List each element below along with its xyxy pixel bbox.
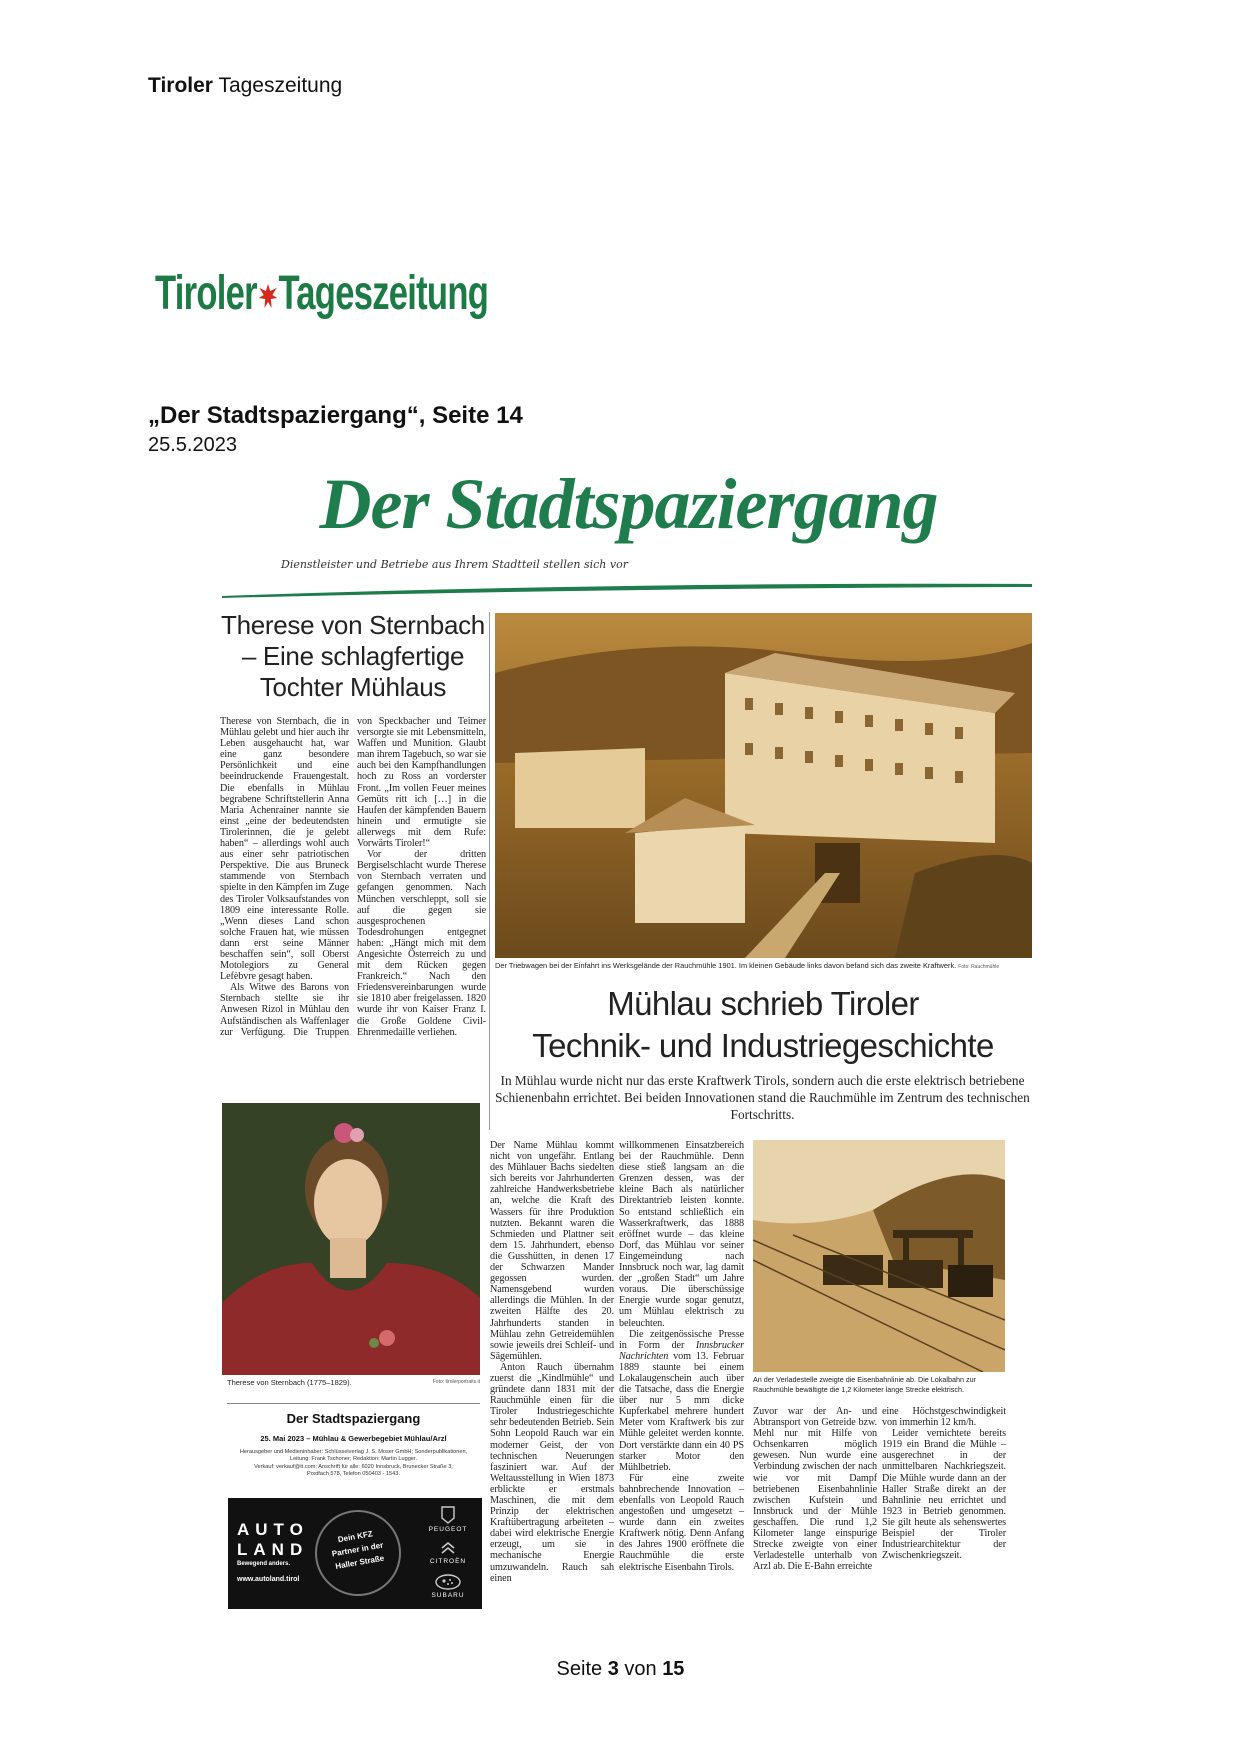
brand-name: PEUGEOT (428, 1526, 468, 1533)
paragraph: Als Witwe des Barons von Sternbach stellte sie ihr Anwesen Rizol in Mühlau den Aufständischen als Waffenlager zur Verfügung. Die Truppen von Speckbacher und Teimer versorgte sie mit Lebensmitteln, Waffen und Munition. Glaubt man ihrem Tagebuch, so war sie auch bei den Kampfhandlungen hoch zu Ross an vorderster Front. „Im vollen Feuer meines Gemüts ritt ich […] in die Haufen der kämpfenden Bauern hinein und ermutigte sie allerwegs mit dem Rufe: Vorwärts Tiroler!“ (220, 716, 486, 1038)
footer-text: von (618, 1658, 663, 1680)
newspaper-name: Innsbrucker Nachrichten (619, 1339, 744, 1362)
headline-line: Technik- und Industriegeschichte (532, 1027, 994, 1064)
paragraph: Für eine zweite bahnbrechende Innovation – ebenfalls von Leopold Rauch angestoßen und umgesetzt – wurde dann ein zweites Kraftwerk nötig. Denn Anfang des Jahres 1900 eröffnete die Rauchmühle die erste elektrische Eisenbahn Tirols. (619, 1472, 744, 1573)
main-article-column-1 (490, 1140, 614, 1584)
main-article-column-3 (753, 1406, 877, 1572)
info-box-divider (227, 1403, 480, 1404)
citroen-brand (418, 1540, 478, 1565)
left-article-body (220, 716, 486, 1038)
main-article-headline (490, 983, 1036, 1067)
logo-line: AUTO (237, 1520, 309, 1539)
current-page: 3 (607, 1658, 619, 1680)
logo-left-word: Tiroler (155, 267, 257, 320)
headline-line: Tochter Mühlaus (259, 672, 447, 702)
document-header (148, 74, 342, 98)
brand-name: SUBARU (431, 1592, 465, 1599)
citroen-chevron-icon (440, 1540, 456, 1556)
paragraph-text: vom 13. Februar 1889 staunte bei einem Lokalaugenschein auch über die Tatsache, dass die Energie über nur 5 mm dicke Kupferkabel mehrere hundert Meter vom Kraftwerk bis zur Mühle geleitet werden konnte. Dort verstärkte dann ein 40 PS starker Motor den Mühlbetrieb. (619, 1350, 744, 1473)
page-title: Der Stadtspaziergang (319, 464, 938, 544)
left-article-headline (216, 610, 490, 703)
autoland-advertisement[interactable] (228, 1498, 482, 1609)
autoland-logo (237, 1520, 309, 1560)
photo-credit: Foto: tirolerportraits.it (432, 1379, 480, 1385)
subaru-stars-icon (435, 1574, 461, 1590)
clipping-title: „Der Stadtspaziergang“, Seite 14 (148, 402, 523, 429)
eagle-icon (257, 281, 279, 311)
logo-line: LAND (237, 1540, 309, 1559)
headline-line: Mühlau schrieb Tiroler (607, 985, 919, 1022)
imprint-line: Postfach 578, Telefon 050403 - 1543. (307, 1471, 400, 1478)
paragraph: Der Name Mühlau kommt nicht von ungefähr. Entlang des Mühlauer Bachs siedelten sich bereits vor Jahrhunderten zahlreiche Handwerksbetriebe an, welche die Kraft des Wassers für ihre Produktion nutzten. Bekannt waren die Schmieden und Plattner seit dem 15. Jahrhundert, ebenso die Gusshütten, in denen 17 der Schwarzen Mander gegossen wurden. Namensgebend wurden allerdings die Mühlen. In der zweiten Hälfte des 20. Jahrhunderts standen in Mühlau zehn Getreidemühlen sowie jeweils drei Schleif- und Sägemühlen. (490, 1140, 614, 1362)
verladestelle-photo (753, 1140, 1005, 1372)
total-pages: 15 (662, 1658, 685, 1680)
partner-line: Haller Straße (334, 1553, 385, 1572)
tagline: Dienstleister und Betriebe aus Ihrem Stadtteil stellen sich vor (281, 558, 628, 571)
imprint-line: Leitung: Frank Tschoner; Redaktion: Martin Lugger. (289, 1456, 418, 1463)
therese-portrait (222, 1103, 480, 1375)
main-article-column-4 (882, 1406, 1006, 1561)
photo-caption (495, 961, 1032, 972)
partner-line: Dein KFZ (337, 1529, 374, 1545)
headline-line: – Eine schlagfertige (241, 641, 465, 671)
subaru-brand (418, 1574, 478, 1599)
rauchmuehle-photo (495, 613, 1032, 958)
caption-text: Der Triebwagen bei der Einfahrt ins Werksgelände der Rauchmühle 1901. Im kleinen Gebäude links davon befand sich das zweite Kraftwerk. (495, 961, 957, 970)
paragraph: Vor der dritten Bergiselschlacht wurde Therese von Sternbach verraten und gefangen genommen. Nach München verschleppt, soll sie auf die gegen sie ausgesprochenen Todesdrohungen entgegnet haben: „Hängt mich mit dem Angesichte Österreich zu und mit dem Rücken gegen Frankreich.“ Nach den Friedensvereinbarungen wurde sie 1810 aber freigelassen. 1820 wurde ihr von Kaiser Franz I. die Große Goldene Civil-Ehrenmedaille verliehen. (357, 849, 486, 1038)
logo-right-word: Tageszeitung (278, 267, 489, 320)
ad-url[interactable]: www.autoland.tirol (237, 1576, 300, 1583)
caption-text: Therese von Sternbach (1775–1829). (227, 1378, 352, 1387)
info-box-title: Der Stadtspaziergang (286, 1411, 421, 1426)
main-article-intro: In Mühlau wurde nicht nur das erste Kraftwerk Tirols, sondern auch die erste elektrisch betriebene Schienenbahn errichtet. Bei beiden Innovationen stand die Rauchmühle im Zentrum des technischen Fortschritts. (495, 1073, 1030, 1122)
page-number (0, 1658, 1241, 1681)
portrait-caption (227, 1378, 480, 1387)
info-box-date: 25. Mai 2023 – Mühlau & Gewerbegebiet Mühlau/Arzl (260, 1434, 447, 1443)
photo-credit: Foto: Rauchmühle (958, 964, 1000, 970)
main-article-column-2 (619, 1140, 744, 1573)
brand-name: CITROËN (429, 1558, 467, 1565)
peugeot-brand (418, 1506, 478, 1533)
paragraph: Therese von Sternbach, die in Mühlau gelebt und hier auch ihr Leben ausgehaucht hat, war eine ganz besondere Persönlichkeit und eine beeindruckende Frauengestalt. Die ebenfalls in Mühlau begrabene Schriftstellerin Anna Maria Achenrainer nannte sie einst „eine der bedeutendsten Tirolerinnen, die je gelebt haben“ – allerdings wohl auch aus einer sehr patriotischen Perspektive. Die aus Bruneck stammende von Sternbach spielte in den Kämpfen im Zuge des Tiroler Volksaufstandes von 1809 eine interessante Rolle. „Wenn dieses Land schon solche Frauen hat, wie müssen dann erst seine Männer beschaffen sein“, soll Oberst Motolegiors zu General Lefèbvre gesagt haben. (220, 716, 349, 983)
peugeot-lion-icon (440, 1506, 456, 1524)
clipping-date: 25.5.2023 (148, 434, 237, 456)
paragraph (619, 1329, 744, 1473)
partner-line: Partner in der (331, 1540, 384, 1559)
paragraph: willkommenen Einsatzbereich bei der Rauchmühle. Denn diese stieß langsam an die Grenzen dessen, was der kleine Bach als natürlicher Direktantrieb leisten konnte. So entstand schließlich ein Wasserkraftwerk, das 1888 eröffnet wurde – das kleine Dorf, das Mühlau vor seiner Eingemeindung nach Innsbruck noch war, lag damit der „großen Stadt“ um Jahre voraus. Die überschüssige Energie wurde sogar genutzt, um Mühlau elektrisch zu beleuchten. (619, 1140, 744, 1329)
newspaper-logo (155, 266, 500, 320)
imprint (222, 1449, 485, 1479)
paragraph-text: Die zeitgenössische Presse in Form der (619, 1328, 744, 1351)
paragraph: Zuvor war der An- und Abtransport von Getreide bzw. Mehl nur mit Hilfe von Ochsenkarren möglich gewesen. Nun wurde eine Verbindung zwischen der nach wie vor mit Dampf betriebenen Eisenbahnlinie zwischen Kufstein und Innsbruck und der Mühle geschaffen. Die rund 1,2 Kilometer lange einspurige Strecke zweigte von einer Verladestelle unterhalb von Arzl ab. Die E-Bahn erreichte (753, 1406, 877, 1573)
imprint-line: Verkauf: verkauf@tt.com; Anschrift für alle: 6020 Innsbruck, Brunecker Straße 3, (254, 1463, 453, 1470)
imprint-line: Herausgeber und Medieninhaber: Schlüsselverlag J. S. Moser GmbH; Sonderpublikationen, (239, 1449, 468, 1455)
green-swoosh-divider (220, 578, 1035, 600)
ad-slogan: Bewegend anders. (237, 1561, 291, 1567)
photo-caption: An der Verladestelle zweigte die Eisenbahnlinie ab. Die Lokalbahn zur Rauchmühle bewältigte die 1,2 Kilometer lange Strecke elektrisch. (753, 1375, 976, 1394)
header-brand-bold: Tiroler (148, 74, 213, 97)
paragraph: Leider vernichtete bereits 1919 ein Brand die Mühle – ausgerechnet in der unmittelbaren Nachkriegszeit. Die Mühle wurde dann an der Haller Straße direkt an der Bahnlinie neu errichtet und 1923 in Betrieb genommen. Sie gilt heute als sehenswertes Beispiel der Tiroler Industriearchitektur der Zwischenkriegszeit. (882, 1428, 1006, 1562)
header-brand-rest: Tageszeitung (218, 74, 343, 97)
paragraph: Anton Rauch übernahm zuerst die „Kindlmühle“ und gründete dann 1831 mit der Rauchmühle einen für die Tiroler Industriegeschichte sehr bedeutenden Betrieb. Sein Sohn Leopold Rauch war ein moderner Geist, der von technischen Neuerungen fasziniert war. Auf der Weltausstellung in Wien 1873 erblickte er erstmals Maschinen, die mit dem Prinzip der elektrischen Kraftübertragung arbeiteten – dabei wird elektrische Energie erzeugt, um sie in mechanische Energie umzuwandeln. Rauch sah einen (490, 1361, 614, 1584)
headline-line: Therese von Sternbach (221, 610, 485, 640)
footer-text: Seite (556, 1658, 608, 1680)
paragraph: eine Höchstgeschwindigkeit von immerhin 12 km/h. (882, 1406, 1006, 1429)
